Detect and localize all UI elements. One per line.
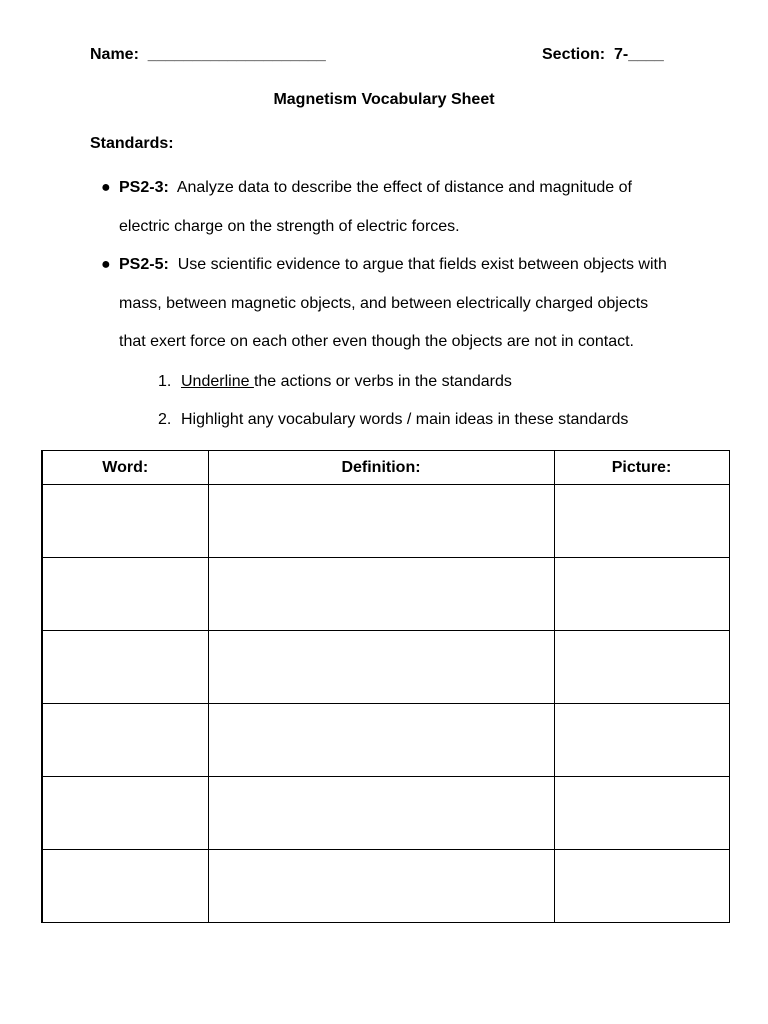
definition-cell[interactable] [208,485,554,558]
word-cell[interactable] [42,558,208,631]
definition-cell[interactable] [208,631,554,704]
definition-cell[interactable] [208,850,554,923]
picture-cell[interactable] [554,631,729,704]
picture-cell[interactable] [554,704,729,777]
standard-2-text-2: mass, between magnetic objects, and between electrically charged objects [119,295,649,312]
instruction-1 [181,373,512,391]
instruction-2-text: Highlight any vocabulary words / main ideas in these standards [181,411,629,428]
standard-1-text-2: electric charge on the strength of electric forces. [119,218,460,235]
standards-heading: Standards: [90,135,174,152]
table-row [42,485,729,558]
standard-1-code: PS2-3: [119,179,169,196]
table-row [42,704,729,777]
word-cell[interactable] [42,704,208,777]
standard-2-text-3: that exert force on each other even though the objects are not in contact. [119,333,634,350]
standard-2-text-1: Use scientific evidence to argue that fields exist between objects with [177,256,667,273]
standard-2-code: PS2-5: [119,256,169,273]
instruction-1-number: 1. [158,373,172,390]
picture-cell[interactable] [554,850,729,923]
word-cell[interactable] [42,777,208,850]
table-row [42,850,729,923]
page-title: Magnetism Vocabulary Sheet [273,91,495,108]
table-row [42,631,729,704]
table-row [42,777,729,850]
table-body [42,485,729,923]
instruction-1-text: the actions or verbs in the standards [253,373,512,390]
column-header-definition: Definition: [208,451,554,485]
name-field-label[interactable]: Name: ____________________ [90,46,326,63]
column-header-picture: Picture: [554,451,729,485]
word-cell[interactable] [42,631,208,704]
column-header-word: Word: [42,451,208,485]
standard-1-text-1: Analyze data to describe the effect of distance and magnitude of [176,179,632,196]
picture-cell[interactable] [554,558,729,631]
standard-2-line-1 [119,256,667,274]
instruction-2-number: 2. [158,411,172,428]
standard-1-line-1 [119,179,632,197]
instruction-1-underlined: Underline [181,373,254,390]
bullet-icon: ● [101,179,111,196]
definition-cell[interactable] [208,558,554,631]
table-header-row [42,451,729,485]
word-cell[interactable] [42,485,208,558]
picture-cell[interactable] [554,777,729,850]
definition-cell[interactable] [208,704,554,777]
table-row [42,558,729,631]
definition-cell[interactable] [208,777,554,850]
vocabulary-table [41,450,730,923]
bullet-icon: ● [101,256,111,273]
word-cell[interactable] [42,850,208,923]
picture-cell[interactable] [554,485,729,558]
section-field-label[interactable]: Section: 7-____ [542,46,664,63]
